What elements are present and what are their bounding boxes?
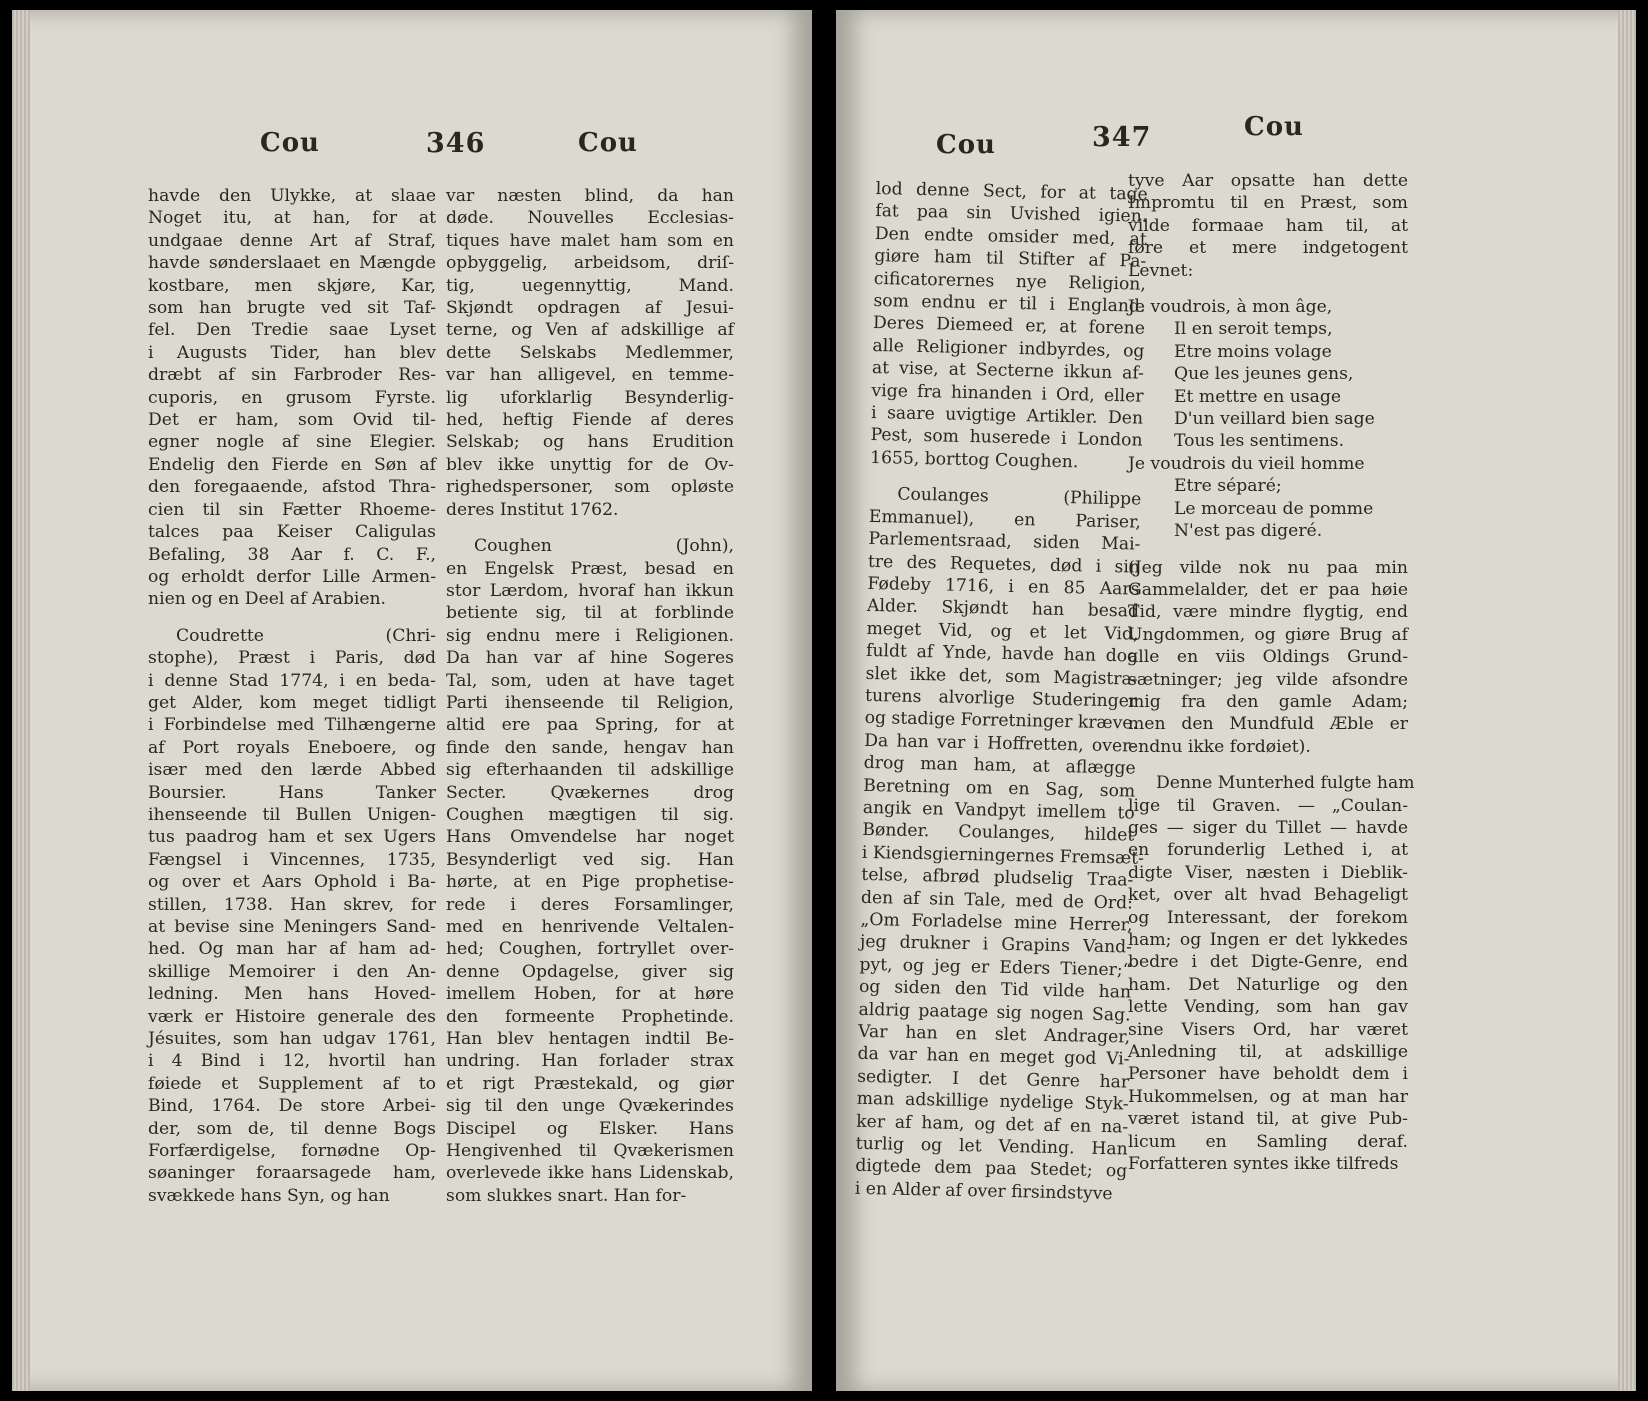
- text-line: cificatorernes nye Religion,: [873, 268, 1147, 295]
- text-line: men den Mundfuld Æble er: [1128, 714, 1408, 735]
- text-line: aldrig paatage sig nogen Sag.: [858, 999, 1131, 1026]
- text-line: dette Selskabs Medlemmer,: [446, 342, 734, 363]
- text-line: fel. Den Tredie saae Lyset: [148, 320, 436, 341]
- text-line: digtede dem paa Stedet; og: [855, 1156, 1128, 1182]
- text-line: hed. Og man har af ham ad-: [148, 939, 436, 960]
- text-line: Noget itu, at han, for at: [148, 208, 436, 229]
- text-line: Hans Omvendelse har noget: [446, 827, 734, 848]
- text-line: alle Religioner indbyrdes, og: [872, 335, 1145, 362]
- text-line: vige fra hinanden i Ord, eller: [871, 380, 1144, 407]
- text-line: sine Visers Ord, har været: [1128, 1019, 1408, 1040]
- text-line: Denne Munterhed fulgte ham: [1156, 773, 1415, 794]
- right-column-2: [1128, 170, 1415, 1175]
- text-line: Parlementsraad, siden Mai-: [868, 529, 1141, 555]
- text-line: denne Opdagelse, giver sig: [446, 961, 734, 982]
- text-line: righedspersoner, som opløste: [446, 477, 734, 498]
- text-line: og Interessant, der forekom: [1128, 907, 1408, 928]
- text-line: føiede et Supplement af to: [148, 1073, 436, 1094]
- text-line: Boursier. Hans Tanker: [148, 782, 436, 803]
- text-line: Skjøndt opdragen af Jesui-: [446, 298, 734, 319]
- text-line: Coughen (John),: [474, 536, 734, 557]
- text-line: Han blev hentagen indtil Be-: [446, 1029, 734, 1050]
- text-line: [1128, 758, 1408, 772]
- text-line: pyt, og jeg er Eders Tiener;“: [859, 954, 1132, 981]
- text-line: ledning. Men hans Hoved-: [148, 984, 436, 1005]
- text-line: i Forbindelse med Tilhængerne: [148, 715, 436, 736]
- text-line: Secter. Qvækernes drog: [446, 782, 734, 803]
- text-line: undgaae denne Art af Straf,: [148, 230, 436, 251]
- left-page-number: 346: [426, 128, 486, 159]
- text-line: nien og en Deel af Arabien.: [148, 589, 387, 610]
- text-line: var han alligevel, en temme-: [446, 365, 734, 386]
- text-line: Fængsel i Vincennes, 1735,: [148, 849, 436, 870]
- text-line: angik en Vandpyt imellem to: [862, 797, 1135, 824]
- text-line: Anledning til, at adskillige: [1128, 1042, 1408, 1063]
- text-line: sig efterhaanden til adskillige: [446, 760, 734, 781]
- text-line: og over et Aars Ophold i Ba-: [148, 872, 436, 893]
- text-line: tus paadrog ham et sex Ugers: [148, 827, 436, 848]
- verse-line: Etre moins volage: [1174, 341, 1332, 362]
- text-line: hørte, at en Pige prophetise-: [446, 872, 734, 893]
- text-line: Pest, som huserede i London: [870, 425, 1143, 452]
- text-line: [148, 611, 436, 625]
- text-line: Coulanges (Philippe: [897, 484, 1142, 510]
- text-line: Bind, 1764. De store Arbei-: [148, 1096, 436, 1117]
- verse-line: Je voudrois, à mon âge,: [1128, 297, 1333, 318]
- text-line: jeg drukner i Grapins Vand-: [859, 932, 1133, 958]
- text-line: Emmanuel), en Pariser,: [868, 506, 1142, 533]
- verse-line: Il en seroit temps,: [1174, 319, 1333, 340]
- text-line: et rigt Præstekald, og giør: [446, 1073, 734, 1094]
- text-line: Endelig den Fierde en Søn af: [148, 454, 436, 475]
- text-line: Hukommelsen, og at man har: [1128, 1086, 1408, 1107]
- text-line: undring. Han forlader strax: [446, 1051, 734, 1072]
- text-line: søaninger foraarsagede ham,: [148, 1163, 436, 1184]
- text-line: blev ikke unyttig for de Ov-: [446, 454, 734, 475]
- text-line: talces paa Keiser Caligulas: [148, 522, 436, 543]
- text-line: havde den Ulykke, at slaae: [148, 186, 436, 206]
- text-line: Ungdommen, og giøre Brug af: [1128, 624, 1408, 645]
- spacer: [1128, 282, 1408, 296]
- text-line: Gammelalder, det er paa høie: [1128, 579, 1408, 600]
- right-page-edge: [1618, 10, 1636, 1391]
- text-line: licum en Samling deraf.: [1128, 1131, 1408, 1152]
- text-line: imellem Hoben, for at høre: [446, 984, 734, 1005]
- text-line: skillige Memoirer i den An-: [148, 961, 436, 982]
- text-line: Var han en slet Andrager,: [857, 1021, 1131, 1048]
- text-line: hed, heftig Fiende af deres: [446, 410, 734, 431]
- text-line: betiente sig, til at forblinde: [446, 603, 734, 624]
- text-line: Besynderligt ved sig. Han: [446, 849, 734, 870]
- verse-line: Et mettre en usage: [1174, 386, 1342, 407]
- text-line: vilde formaae ham til, at: [1128, 215, 1408, 236]
- verse-line: N'est pas digeré.: [1174, 521, 1323, 542]
- text-line: Deres Diemeed er, at forene: [872, 313, 1146, 340]
- text-line: sig til den unge Qvækerindes: [446, 1096, 734, 1117]
- text-line: i Kiendsgierningernes Fremsæt-: [861, 842, 1145, 869]
- text-line: Forfærdigelse, fornødne Op-: [148, 1141, 436, 1162]
- text-line: Befaling, 38 Aar f. C. F.,: [148, 544, 436, 565]
- text-line: og siden den Tid vilde han: [858, 977, 1132, 1003]
- text-line: Bønder. Coulanges, hildet: [862, 820, 1135, 846]
- text-line: Beretning om en Sag, som: [863, 775, 1136, 802]
- text-line: Personer have beholdt dem i: [1128, 1064, 1408, 1085]
- text-line: drog man ham, at aflægge: [863, 753, 1136, 779]
- text-line: i en Alder af over firsindstyve: [854, 1178, 1113, 1205]
- text-line: Det er ham, som Ovid til-: [148, 410, 436, 431]
- left-running-head-left: Cou: [260, 128, 320, 158]
- text-line: telse, afbrød pludselig Traa-: [861, 865, 1134, 891]
- text-line: Alder. Skjøndt han besad: [866, 596, 1140, 622]
- text-line: egner nogle af sine Elegier.: [148, 432, 436, 453]
- text-line: var næsten blind, da han: [446, 186, 734, 206]
- text-line: i saare uvigtige Artikler. Den: [870, 403, 1144, 429]
- text-line: altid ere paa Spring, for at: [446, 715, 734, 736]
- text-line: stor Lærdom, hvoraf han ikkun: [446, 580, 734, 601]
- text-line: dræbt af sin Farbroder Res-: [148, 365, 436, 386]
- text-line: Parti ihenseende til Religion,: [446, 692, 734, 713]
- verse-line: Le morceau de pomme: [1174, 498, 1374, 519]
- text-line: finde den sande, hengav han: [446, 737, 734, 758]
- text-line: deres Institut 1762.: [446, 499, 619, 520]
- text-line: af Port royals Eneboere, og: [148, 737, 436, 758]
- text-line: da var han en meget god Vi-: [857, 1044, 1130, 1070]
- text-line: Selskab; og hans Erudition: [446, 432, 734, 453]
- text-line: den af sin Tale, med de Ord:: [860, 887, 1134, 914]
- verse-line: Tous les sentimens.: [1174, 431, 1345, 452]
- text-line: terne, og Ven af adskillige af: [446, 320, 734, 341]
- text-line: tiques have malet ham som en: [446, 230, 734, 251]
- text-line: endnu ikke fordøiet).: [1128, 736, 1311, 757]
- text-line: turens alvorlige Studeringer: [864, 685, 1138, 712]
- text-line: lig uforklarlig Besynderlig-: [446, 387, 734, 408]
- text-line: ihenseende til Bullen Unigen-: [148, 804, 436, 825]
- text-line: (Jeg vilde nok nu paa min: [1128, 557, 1408, 578]
- text-line: lod denne Sect, for at tage: [875, 178, 1148, 205]
- text-line: med en henrivende Veltalen-: [446, 917, 734, 937]
- text-line: Hengivenhed til Qvækerismen: [446, 1141, 734, 1162]
- verse-line: D'un veillard bien sage: [1174, 409, 1375, 430]
- text-line: 1655, borttog Coughen.: [869, 447, 1079, 473]
- text-line: fuldt af Ynde, havde han dog: [865, 641, 1139, 667]
- text-line: tyve Aar opsatte han dette: [1128, 171, 1408, 191]
- text-line: i denne Stad 1774, i en beda-: [148, 670, 436, 691]
- text-line: Coughen mægtigen til sig.: [446, 804, 734, 825]
- text-line: tig, uegennyttig, Mand.: [446, 275, 734, 296]
- text-line: [446, 521, 734, 535]
- text-line: Da han var af hine Sogeres: [446, 648, 734, 669]
- left-page: [12, 10, 812, 1391]
- right-column-1: [855, 178, 1148, 1206]
- text-line: alle en viis Oldings Grund-: [1128, 647, 1408, 668]
- text-line: Forfatteren syntes ikke tilfreds: [1128, 1154, 1399, 1175]
- text-line: mig fra den gamle Adam;: [1128, 691, 1408, 712]
- text-line: en Engelsk Præst, besad en: [446, 558, 734, 579]
- text-line: get Alder, kom meget tidligt: [148, 692, 436, 713]
- text-line: rede i deres Forsamlinger,: [446, 894, 734, 915]
- text-line: tre des Requetes, død i sin: [867, 551, 1141, 578]
- text-line: slet ikke det, som Magistra-: [865, 663, 1138, 690]
- text-line: sedigter. I det Genre har: [856, 1066, 1130, 1093]
- text-line: Levnet:: [1128, 260, 1194, 281]
- text-line: døde. Nouvelles Ecclesias-: [446, 208, 734, 229]
- text-line: Discipel og Elsker. Hans: [446, 1118, 734, 1139]
- text-line: ham. Det Naturlige og den: [1128, 974, 1408, 995]
- text-line: bedre i det Digte-Genre, end: [1128, 952, 1408, 973]
- text-line: fat paa sin Uvished igien.: [875, 201, 1148, 228]
- text-line: lette Vending, som han gav: [1128, 997, 1408, 1018]
- text-line: i Augusts Tider, han blev: [148, 342, 436, 363]
- text-line: opbyggelig, arbeidsom, driſ-: [446, 253, 734, 274]
- text-line: i 4 Bind i 12, hvortil han: [148, 1051, 436, 1072]
- text-line: ham; og Ingen er det lykkedes: [1128, 930, 1408, 950]
- text-line: ker af ham, og det af en na-: [856, 1111, 1129, 1138]
- verse-line: Etre séparé;: [1174, 476, 1282, 497]
- text-line: overlevede ikke hans Lidenskab,: [446, 1163, 734, 1184]
- left-running-head-right: Cou: [578, 128, 638, 158]
- text-line: giøre ham til Stifter af Pa-: [874, 246, 1147, 272]
- text-line: at vise, at Secterne ikkun af-: [871, 358, 1145, 384]
- text-line: den foregaaende, afstod Thra-: [148, 477, 436, 498]
- text-line: at bevise sine Meningers Sand-: [148, 917, 436, 937]
- text-line: en forunderlig Lethed i, at: [1128, 840, 1408, 861]
- text-line: Da han var i Hoffretten, over-: [864, 730, 1137, 757]
- text-line: som han brugte ved sit Taf-: [148, 298, 436, 319]
- verse-line: Que les jeunes gens,: [1174, 364, 1354, 385]
- text-line: som slukkes snart. Han for-: [446, 1185, 687, 1206]
- text-line: Coudrette (Chri-: [176, 625, 436, 646]
- text-line: cien til sin Fætter Rhoeme-: [148, 499, 436, 520]
- text-line: stophe), Præst i Paris, død: [148, 648, 436, 669]
- text-line: og erholdt derfor Lille Armen-: [148, 566, 436, 587]
- left-page-edge: [12, 10, 30, 1391]
- left-column-2: [446, 185, 734, 1207]
- text-line: svækkede hans Syn, og han: [148, 1185, 390, 1206]
- verse-line: Je voudrois du vieil homme: [1128, 453, 1365, 474]
- text-line: den formeente Prophetinde.: [446, 1006, 734, 1027]
- text-line: og stadige Forretninger kræve.: [864, 708, 1139, 734]
- text-line: Impromtu til en Præst, som: [1128, 193, 1408, 214]
- text-line: man adskillige nydelige Styk-: [856, 1089, 1129, 1115]
- text-line: stillen, 1738. Han skrev, for: [148, 894, 436, 915]
- text-line: føre et mere indgetogent: [1128, 238, 1408, 259]
- text-line: hed; Coughen, fortryllet over-: [446, 939, 734, 960]
- text-line: sig endnu mere i Religionen.: [446, 625, 734, 646]
- text-line: Jésuites, som han udgav 1761,: [148, 1029, 436, 1050]
- text-line: meget Vid, og et let Vid,: [866, 618, 1139, 645]
- right-page-number: 347: [1092, 122, 1152, 153]
- text-line: digte Viser, næsten i Dieblik-: [1128, 862, 1408, 883]
- right-running-head-left: Cou: [936, 130, 996, 160]
- text-line: ges — siger du Tillet — havde: [1128, 817, 1408, 838]
- text-line: cuporis, en grusom Fyrste.: [148, 387, 436, 408]
- spacer: [1128, 543, 1408, 557]
- right-page: [836, 10, 1636, 1391]
- text-line: Den endte omsider med, at: [874, 223, 1147, 250]
- text-line: Tid, være mindre flygtig, end: [1128, 602, 1408, 623]
- text-line: især med den lærde Abbed: [148, 760, 436, 781]
- text-line: „Om Forladelse mine Herrer,: [860, 909, 1133, 936]
- text-line: ket, over alt hvad Behageligt: [1128, 885, 1408, 906]
- text-line: værk er Histoire generale des: [148, 1006, 436, 1027]
- text-line: sætninger; jeg vilde afsondre: [1128, 669, 1408, 690]
- text-line: Tal, som, uden at have taget: [446, 670, 734, 691]
- text-line: Fødeby 1716, i en 85 Aars: [867, 573, 1140, 600]
- left-column-1: [148, 185, 436, 1207]
- text-line: der, som de, til denne Bogs: [148, 1118, 436, 1139]
- text-line: været istand til, at give Pub-: [1128, 1109, 1408, 1130]
- text-line: som endnu er til i England.: [873, 291, 1146, 317]
- text-line: kostbare, men skjøre, Kar,: [148, 275, 436, 296]
- right-running-head-right: Cou: [1244, 112, 1304, 142]
- text-line: turlig og let Vending. Han: [855, 1133, 1128, 1160]
- text-line: havde sønderslaaet en Mængde: [148, 253, 436, 274]
- text-line: lige til Graven. — „Coulan-: [1128, 795, 1408, 816]
